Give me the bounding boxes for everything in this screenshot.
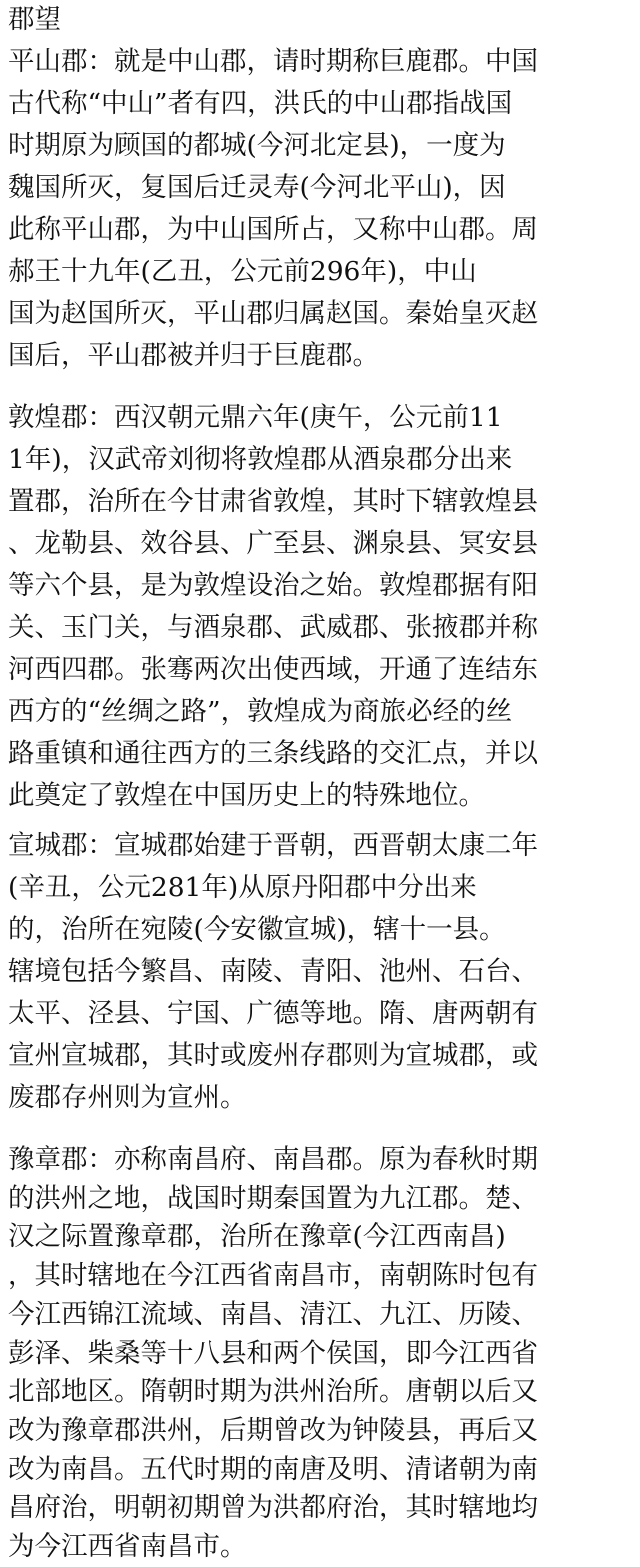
paragraph-line: 时期原为顾国的都城(今河北定县)，一度为 <box>8 130 506 161</box>
paragraph-line: 郝王十九年(乙丑，公元前296年)，中山 <box>8 256 477 287</box>
paragraph-line: 路重镇和通往西方的三条线路的交汇点，并以 <box>8 738 538 769</box>
paragraph-line: 太平、泾县、宁国、广德等地。隋、唐两朝有 <box>8 998 538 1029</box>
paragraph-line: 此奠定了敦煌在中国历史上的特殊地位。 <box>8 780 485 811</box>
paragraph-line: 国为赵国所灭，平山郡归属赵国。秦始皇灭赵 <box>8 298 538 329</box>
paragraph-line: 置郡，治所在今甘肃省敦煌，其时下辖敦煌县 <box>8 486 538 517</box>
paragraph-line: 魏国所灭，复国后迁灵寿(今河北平山)，因 <box>8 172 506 203</box>
paragraph-line: 的洪州之地，战国时期秦国置为九江郡。楚、 <box>8 1183 538 1214</box>
paragraph-line: 等六个县，是为敦煌设治之始。敦煌郡据有阳 <box>8 570 538 601</box>
paragraph-line: 的，治所在宛陵(今安徽宣城)，辖十一县。 <box>8 914 506 945</box>
paragraph-line: 辖境包括今繁昌、南陵、青阳、池州、石台、 <box>8 956 538 987</box>
paragraph-line: 废郡存州则为宣州。 <box>8 1082 247 1113</box>
paragraph-line: 为今江西省南昌市。 <box>8 1531 247 1562</box>
paragraph-line: 昌府治，明朝初期曾为洪都府治，其时辖地均 <box>8 1492 538 1523</box>
paragraph-line: 宣城郡：宣城郡始建于晋朝，西晋朝太康二年 <box>8 830 538 861</box>
paragraph-line: 1年)，汉武帝刘彻将敦煌郡从酒泉郡分出来 <box>8 444 513 475</box>
paragraph-line: 古代称“中山”者有四，洪氏的中山郡指战国 <box>8 88 513 119</box>
paragraph-line: ，其时辖地在今江西省南昌市，南朝陈时包有 <box>8 1260 538 1291</box>
paragraph-line: 平山郡：就是中山郡，请时期称巨鹿郡。中国 <box>8 46 538 77</box>
paragraph-line: 北部地区。隋朝时期为洪州治所。唐朝以后又 <box>8 1376 538 1407</box>
paragraph-line: (辛丑，公元281年)从原丹阳郡中分出来 <box>8 872 477 903</box>
paragraph-line: 西方的“丝绸之路”，敦煌成为商旅必经的丝 <box>8 696 513 727</box>
paragraph-line: 今江西锦江流域、南昌、清江、九江、历陵、 <box>8 1299 538 1330</box>
document-title: 郡望 <box>8 4 61 35</box>
paragraph-line: 豫章郡：亦称南昌府、南昌郡。原为春秋时期 <box>8 1144 538 1175</box>
paragraph-line: 改为豫章郡洪州，后期曾改为钟陵县，再后又 <box>8 1415 538 1446</box>
paragraph-line: 国后，平山郡被并归于巨鹿郡。 <box>8 340 379 371</box>
paragraph-line: 关、玉门关，与酒泉郡、武威郡、张掖郡并称 <box>8 612 538 643</box>
paragraph-line: 改为南昌。五代时期的南唐及明、清诸朝为南 <box>8 1454 538 1485</box>
paragraph-line: 河西四郡。张骞两次出使西域，开通了连结东 <box>8 654 538 685</box>
paragraph-line: 敦煌郡：西汉朝元鼎六年(庚午，公元前11 <box>8 402 503 433</box>
paragraph-line: 、龙勒县、效谷县、广至县、渊泉县、冥安县 <box>8 528 538 559</box>
paragraph-line: 宣州宣城郡，其时或废州存郡则为宣城郡，或 <box>8 1040 538 1071</box>
paragraph-line: 彭泽、柴桑等十八县和两个侯国，即今江西省 <box>8 1338 538 1369</box>
paragraph-line: 汉之际置豫章郡，治所在豫章(今江西南昌) <box>8 1221 506 1252</box>
paragraph-line: 此称平山郡，为中山国所占，又称中山郡。周 <box>8 214 538 245</box>
